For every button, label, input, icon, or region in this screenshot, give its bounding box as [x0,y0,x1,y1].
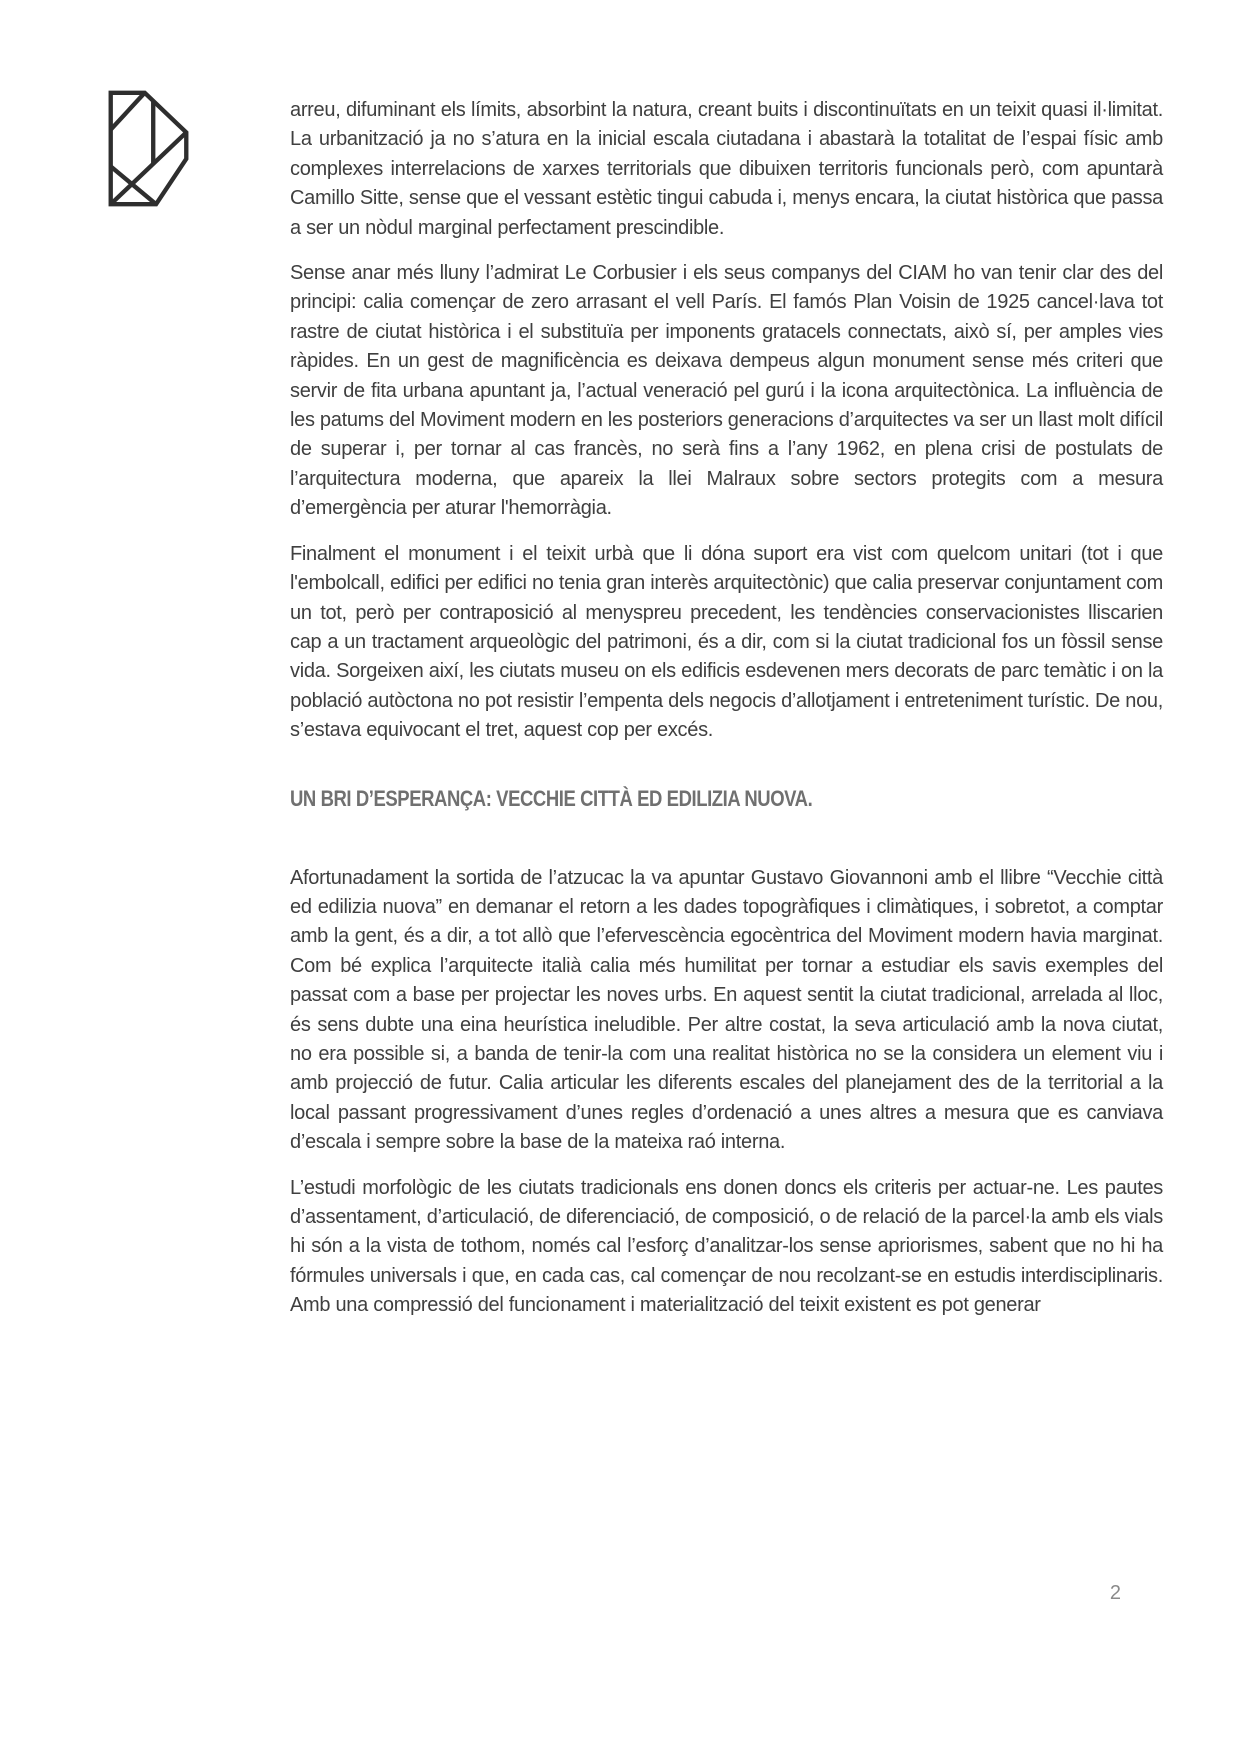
section-heading: UN BRI D’ESPERANÇA: VECCHIE CITTÀ ED EDILIZIA NUOVA. [290,785,813,811]
paragraph-5: L’estudi morfològic de les ciutats tradicionals ens donen doncs els criteris per actuar-ne. Les pautes d’assentament, d’articulació, de diferenciació, de composició, o de relació de la parcel·la amb els vials hi són a la vista de tothom, només cal l’esforç d’analitzar-los sense apriorismes, sabent que no hi ha fórmules universals i que, en cada cas, cal començar de nou recolzant-se en estudis interdisciplinaris. Amb una compressió del funcionament i materialització del teixit existent es pot generar [290,1176,1163,1317]
geometric-d-logo [106,88,191,209]
geometric-d-logo-svg [106,88,191,209]
page-number: 2 [1109,1582,1121,1604]
paragraph-3: Finalment el monument i el teixit urbà que li dóna suport era vist com quelcom unitari (tot i que l'embolcall, edifici per edifici no tenia gran interès arquitectònic) que calia preservar conjuntament com un tot, però per contraposició al menyspreu precedent, les tendències conservacionistes lliscarien cap a un tractament arqueològic del patrimoni, és a dir, com si la ciutat tradicional fos un fòssil sense vida. Sorgeixen així, les ciutats museu on els edificis esdevenen mers decorats de parc temàtic i on la població autòctona no pot resistir l’empenta dels negocis d’allotjament i entreteniment turístic. De nou, s’estava equivocant el tret, aquest cop per excés. [290,542,1163,742]
document-body [290,96,1163,1337]
paragraph-4: Afortunadament la sortida de l’atzucac la va apuntar Gustavo Giovannoni amb el llibre “Vecchie città ed edilizia nuova” en demanar el retorn a les dades topogràfiques i climàtiques, i sobretot, a comptar amb la gent, és a dir, a tot allò que l’efervescència egocèntrica del Moviment modern havia marginat. Com bé explica l’arquitecte italià calia més humilitat per tornar a estudiar els savis exemples del passat com a base per projectar les noves urbs. En aquest sentit la ciutat tradicional, arrelada al lloc, és sens dubte una eina heurística ineludible. Per altre costat, la seva articulació amb la nova ciutat, no era possible si, a banda de tenir-la com una realitat històrica no se la considera un element viu i amb projecció de futur. Calia articular les diferents escales del planejament des de la territorial a la local passant progressivament d’unes regles d’ordenació a unes altres a mesura que es canviava d’escala i sempre sobre la base de la mateixa raó interna. [290,866,1163,1154]
paragraph-1: arreu, difuminant els límits, absorbint la natura, creant buits i discontinuïtats en un teixit quasi il·limitat. La urbanització ja no s’atura en la inicial escala ciutadana i abastarà la totalitat de l’espai físic amb complexes interrelacions de xarxes territorials que dibuixen territoris funcionals però, com apuntarà Camillo Sitte, sense que el vessant estètic tingui cabuda i, menys encara, la ciutat històrica que passa a ser un nòdul marginal perfectament prescindible. [290,99,1163,239]
paragraph-2: Sense anar més lluny l’admirat Le Corbusier i els seus companys del CIAM ho van tenir clar des del principi: calia començar de zero arrasant el vell París. El famós Plan Voisin de 1925 cancel·lava tot rastre de ciutat històrica i el substituïa per imponents gratacels connectats, això sí, per amples vies ràpides. En un gest de magnificència es deixava dempeus algun monument sense més criteri que servir de fita urbana apuntant ja, l’actual veneració pel gurú i la icona arquitectònica. La influència de les patums del Moviment modern en les posteriors generacions d’arquitectes va ser un llast molt difícil de superar i, per tornar al cas francès, no serà fins a l’any 1962, en plena crisi de postulats de l’arquitectura moderna, que apareix la llei Malraux sobre sectors protegits com a mesura d’emergència per aturar l'hemorràgia. [290,262,1163,520]
